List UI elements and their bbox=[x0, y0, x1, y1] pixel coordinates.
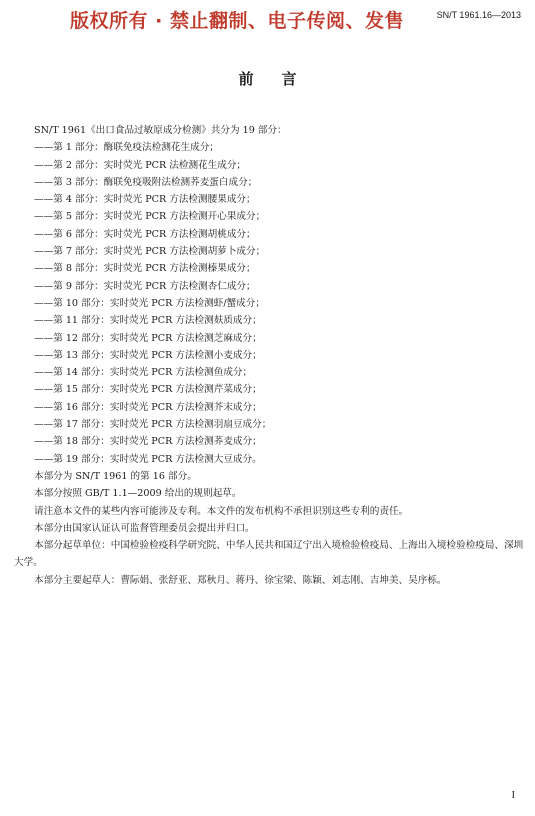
paragraph-proposer: 本部分由国家认证认可监督管理委员会提出并归口。 bbox=[34, 522, 255, 534]
list-item-part-15: ——第 15 部分：实时荧光 PCR 方法检测芹菜成分； bbox=[34, 384, 262, 396]
list-item-part-3: ——第 3 部分：酶联免疫吸附法检测荞麦蛋白成分； bbox=[34, 176, 258, 188]
list-item-part-6: ——第 6 部分：实时荧光 PCR 方法检测胡桃成分； bbox=[34, 228, 256, 240]
list-item-part-2: ——第 2 部分：实时荧光 PCR 法检测花生成分； bbox=[34, 159, 247, 171]
list-item-part-4: ——第 4 部分：实时荧光 PCR 方法检测腰果成分； bbox=[34, 194, 256, 206]
copyright-watermark: 版权所有 · 禁止翻制、电子传阅、发售 bbox=[70, 10, 404, 32]
list-item-part-16: ——第 16 部分：实时荧光 PCR 方法检测芥末成分； bbox=[34, 401, 262, 413]
standard-code: SN/T 1961.16—2013 bbox=[436, 10, 521, 20]
paragraph-drafting-units: 本部分起草单位：中国检验检疫科学研究院、中华人民共和国辽宁出入境检验检疫局、上海出入境检验检疫局、深圳大学。 bbox=[14, 540, 524, 569]
paragraph-drafters: 本部分主要起草人：曹际娟、张舒亚、郑秋月、蒋丹、徐宝梁、陈颖、刘志刚、吉坤美、吴序栎。 bbox=[34, 574, 447, 586]
paragraph-drafting-rules: 本部分按照 GB/T 1.1—2009 给出的规则起草。 bbox=[34, 488, 242, 500]
list-item-part-5: ——第 5 部分：实时荧光 PCR 方法检测开心果成分； bbox=[34, 211, 266, 223]
paragraph-part-statement: 本部分为 SN/T 1961 的第 16 部分。 bbox=[34, 470, 197, 482]
paragraph-intro: SN/T 1961《出口食品过敏原成分检测》共分为 19 部分： bbox=[34, 125, 287, 136]
list-item-part-14: ——第 14 部分：实时荧光 PCR 方法检测鱼成分； bbox=[34, 367, 253, 379]
list-item-part-7: ——第 7 部分：实时荧光 PCR 方法检测胡萝卜成分； bbox=[34, 246, 266, 258]
paragraph-patent-notice: 请注意本文件的某些内容可能涉及专利。本文件的发布机构不承担识别这些专利的责任。 bbox=[34, 505, 409, 517]
list-item-part-19: ——第 19 部分：实时荧光 PCR 方法检测大豆成分。 bbox=[34, 453, 262, 465]
list-item-part-9: ——第 9 部分：实时荧光 PCR 方法检测杏仁成分； bbox=[34, 280, 256, 292]
list-item-part-12: ——第 12 部分：实时荧光 PCR 方法检测芝麻成分； bbox=[34, 332, 262, 344]
list-item-part-1: ——第 1 部分：酶联免疫法检测花生成分； bbox=[34, 142, 219, 154]
page-number: I bbox=[511, 790, 515, 801]
list-item-part-11: ——第 11 部分：实时荧光 PCR 方法检测麸质成分； bbox=[34, 315, 262, 327]
list-item-part-18: ——第 18 部分：实时荧光 PCR 方法检测荞麦成分； bbox=[34, 436, 262, 448]
foreword-body bbox=[14, 122, 526, 589]
list-item-part-13: ——第 13 部分：实时荧光 PCR 方法检测小麦成分； bbox=[34, 349, 262, 361]
page-title: 前言 bbox=[238, 70, 325, 88]
list-item-part-8: ——第 8 部分：实时荧光 PCR 方法检测榛果成分； bbox=[34, 263, 256, 275]
list-item-part-10: ——第 10 部分：实时荧光 PCR 方法检测虾/蟹成分； bbox=[34, 297, 265, 309]
list-item-part-17: ——第 17 部分：实时荧光 PCR 方法检测羽扇豆成分； bbox=[34, 419, 272, 431]
